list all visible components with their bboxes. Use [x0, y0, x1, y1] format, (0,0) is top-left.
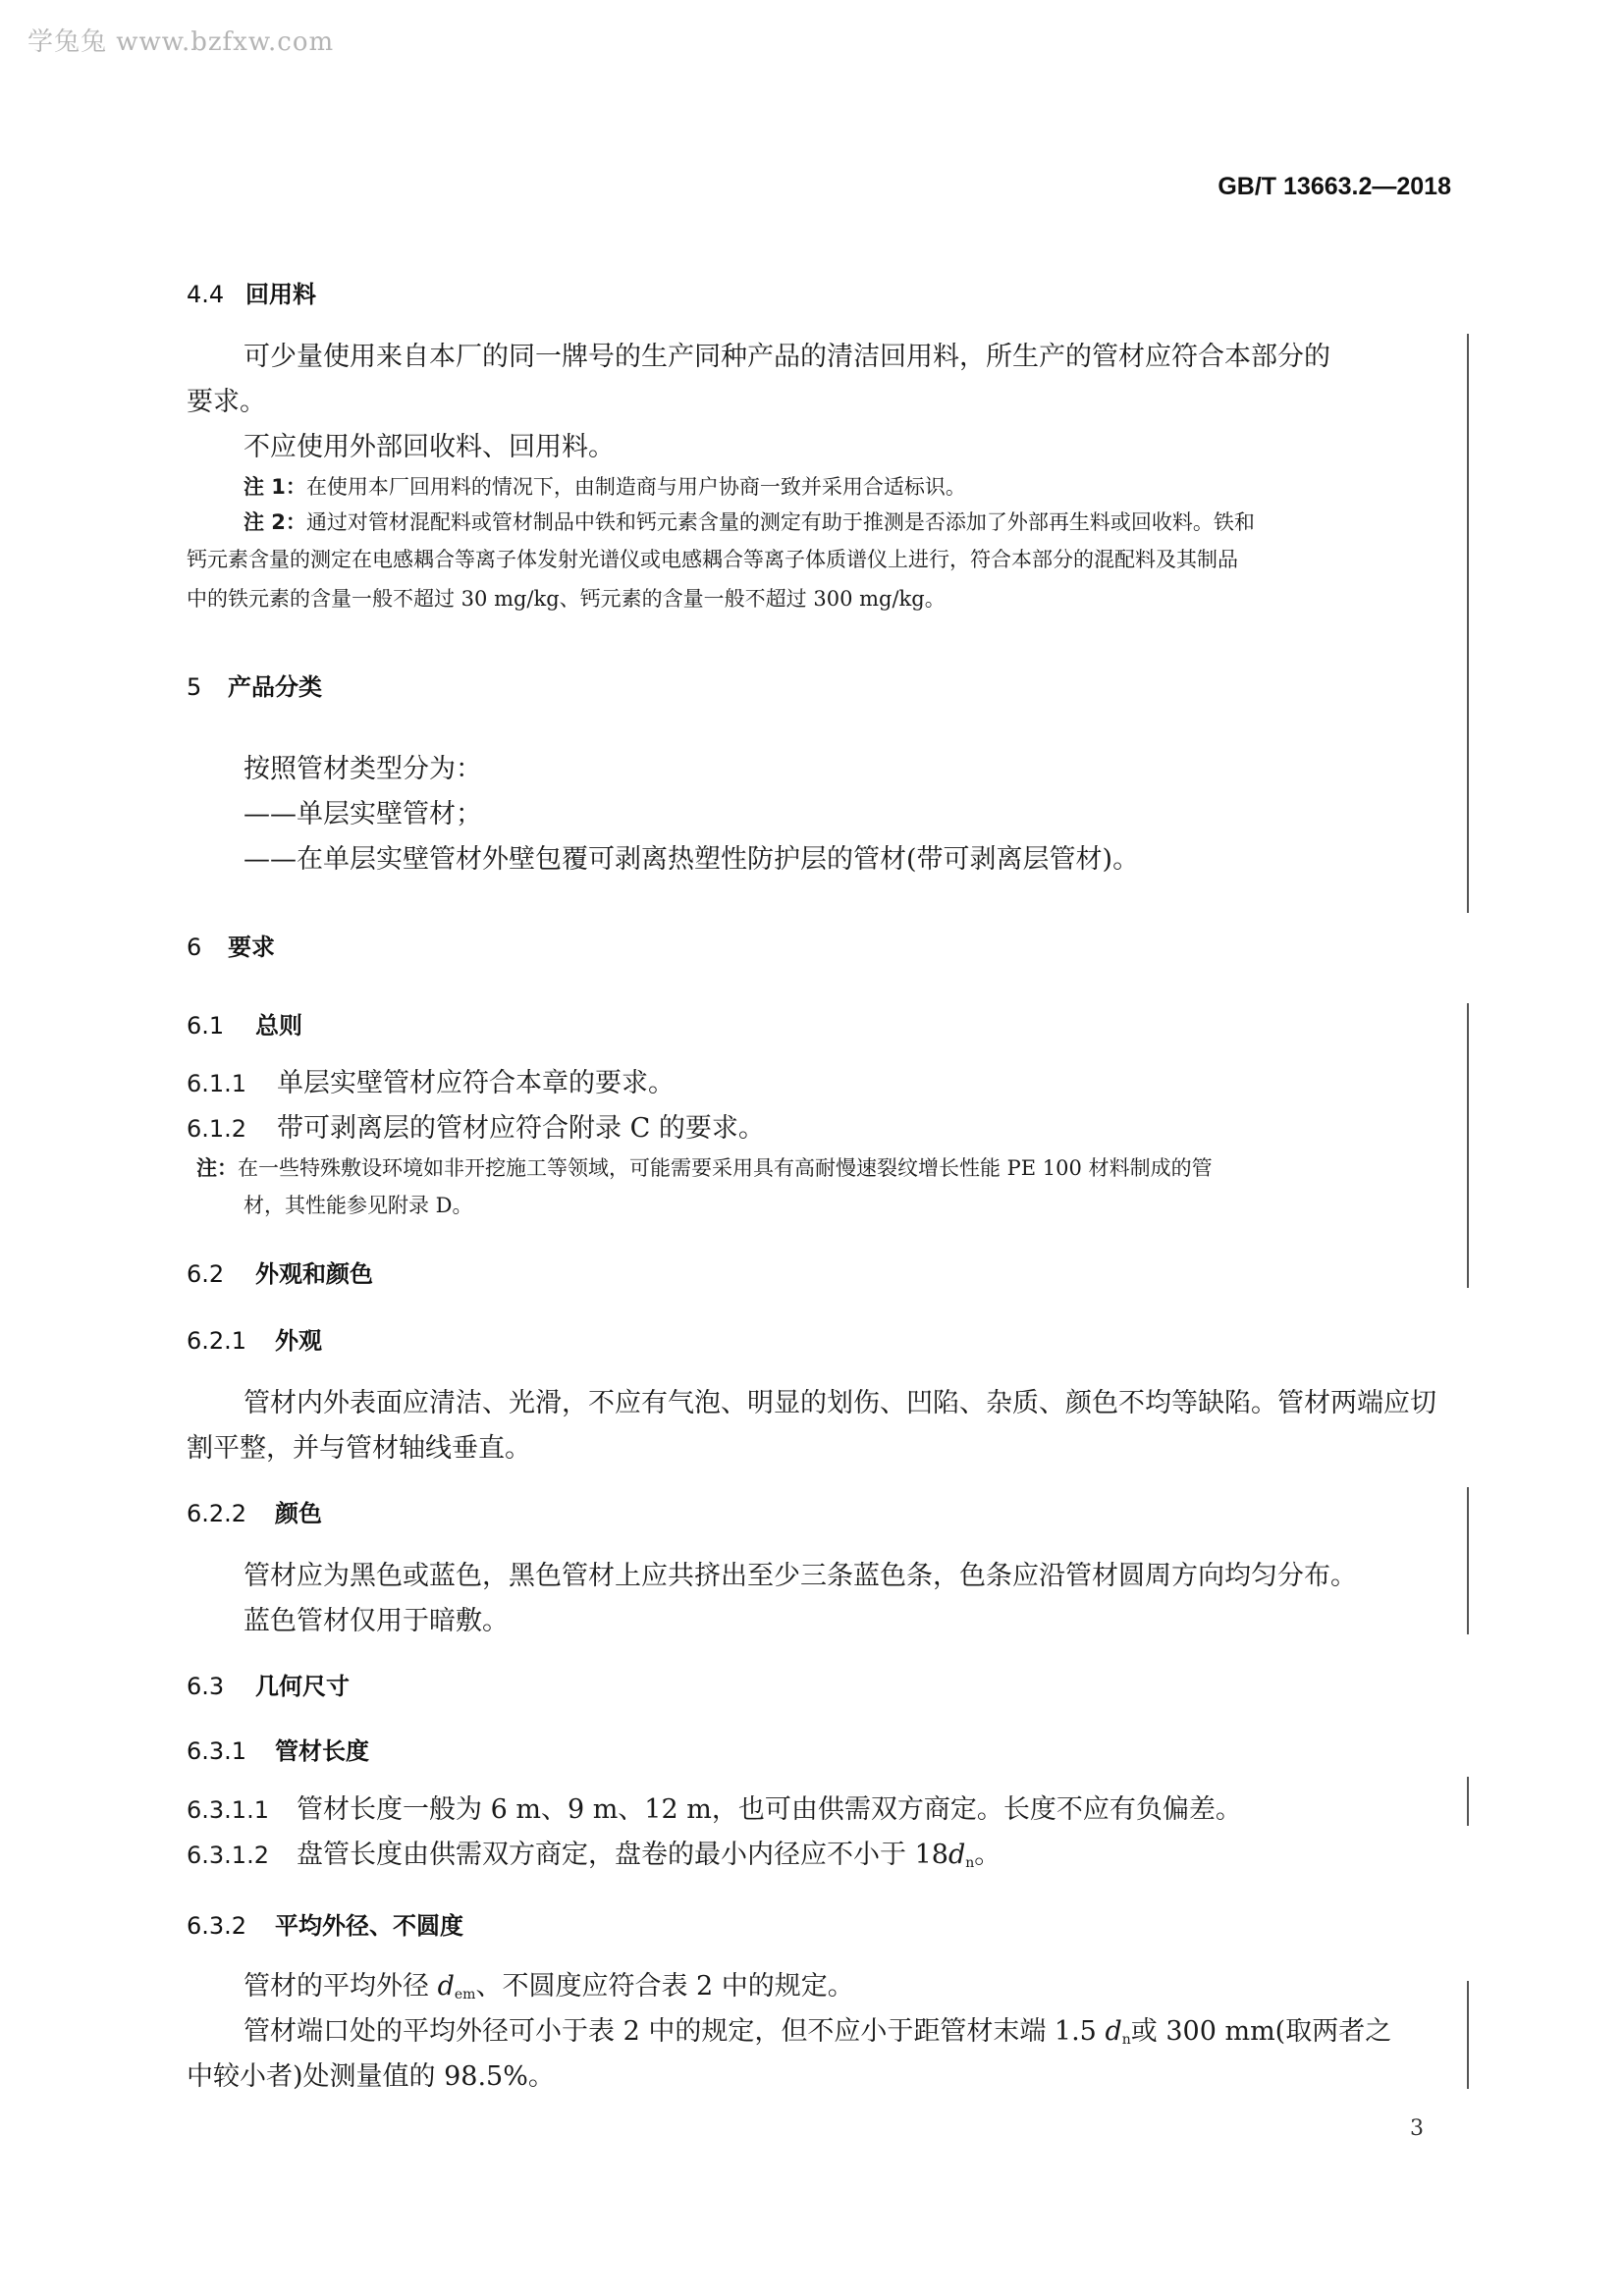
section-heading-6-3-1: [187, 1732, 369, 1766]
section-number: 5: [187, 673, 202, 701]
paragraph-line: 不应使用外部回收料、回用料。: [244, 432, 615, 462]
clause-number: 6.3.1.1: [187, 1796, 269, 1824]
page-number: 3: [1410, 2116, 1424, 2141]
note-label: 注 2：: [244, 510, 306, 534]
section-title: 外观: [275, 1327, 322, 1355]
subscript: n: [1121, 2032, 1131, 2048]
section-title: 几何尺寸: [255, 1673, 350, 1700]
section-heading-6: [187, 928, 275, 962]
subscript: em: [454, 1987, 476, 2002]
text: 管材的平均外径: [244, 1971, 438, 2002]
symbol: d: [947, 1840, 966, 1870]
note-label: 注 1：: [244, 475, 306, 499]
change-bar: [1467, 334, 1469, 913]
paragraph-line: 按照管材类型分为：: [244, 754, 482, 784]
clause-number: 6.1.1: [187, 1070, 247, 1097]
paragraph-line: 管材内外表面应清洁、光滑，不应有气泡、明显的划伤、凹陷、杂质、颜色不均等缺陷。管材两端应切: [244, 1388, 1436, 1418]
clause-6-1-2: [187, 1105, 765, 1152]
section-number: 6.2.2: [187, 1500, 247, 1527]
note-label: 注：: [196, 1156, 238, 1180]
section-number: 6.2: [187, 1260, 225, 1288]
section-heading-6-2-2: [187, 1494, 322, 1528]
list-item: ——在单层实壁管材外壁包覆可剥离热塑性防护层的管材(带可剥离层管材)。: [244, 844, 1140, 875]
section-title: 产品分类: [228, 673, 322, 701]
section-heading-6-1: [187, 1006, 302, 1041]
change-bar: [1467, 1003, 1469, 1288]
text: 、不圆度应符合表 2 中的规定。: [475, 1971, 854, 2002]
note: [196, 1148, 1213, 1188]
section-title: 回用料: [245, 281, 316, 308]
note-line: 材，其性能参见附录 D。: [244, 1194, 473, 1217]
note-line: 中的铁元素的含量一般不超过 30 mg/kg、钙元素的含量一般不超过 300 mg/kg。: [187, 587, 946, 611]
paragraph-line: 割平整，并与管材轴线垂直。: [187, 1433, 531, 1464]
change-bar: [1467, 1777, 1469, 1826]
section-number: 6: [187, 934, 202, 961]
note-text: 通过对管材混配料或管材制品中铁和钙元素含量的测定有助于推测是否添加了外部再生料或回收料。铁和: [305, 510, 1255, 534]
section-title: 外观和颜色: [255, 1260, 373, 1288]
clause-number: 6.1.2: [187, 1115, 247, 1143]
text: 管材端口处的平均外径可小于表 2 中的规定，但不应小于距管材末端 1.5: [244, 2016, 1106, 2047]
change-bar: [1467, 1487, 1469, 1634]
note-2: [244, 503, 1255, 542]
symbol: d: [437, 1971, 455, 2002]
clause-text: 带可剥离层的管材应符合附录 C 的要求。: [277, 1113, 765, 1144]
section-title: 颜色: [275, 1500, 322, 1527]
section-title: 总则: [255, 1012, 302, 1040]
clause-6-3-1-1: [187, 1787, 1242, 1834]
section-title: 要求: [228, 934, 275, 961]
section-number: 6.2.1: [187, 1327, 247, 1355]
section-title: 平均外径、不圆度: [275, 1912, 463, 1940]
note-1: [244, 467, 966, 507]
section-number: 6.3: [187, 1673, 225, 1700]
paragraph-line: 要求。: [187, 387, 266, 417]
clause-text-end: 。: [974, 1840, 1001, 1870]
list-item: ——单层实壁管材；: [244, 799, 482, 829]
section-number: 6.3.2: [187, 1912, 247, 1940]
text: 或 300 mm(取两者之: [1130, 2016, 1392, 2047]
paragraph-line: 中较小者)处测量值的 98.5%。: [187, 2061, 555, 2092]
section-heading-6-3-2: [187, 1906, 463, 1941]
section-heading-4-4: [187, 275, 316, 309]
section-title: 管材长度: [275, 1737, 369, 1765]
subscript: n: [965, 1855, 975, 1871]
note-text: 在使用本厂回用料的情况下，由制造商与用户协商一致并采用合适标识。: [305, 475, 966, 499]
section-heading-6-3: [187, 1667, 350, 1701]
note-text: 在一些特殊敷设环境如非开挖施工等领域，可能需要采用具有高耐慢速裂纹增长性能 PE 100 材料制成的管: [238, 1156, 1213, 1180]
change-bar: [1467, 1981, 1469, 2089]
section-heading-6-2: [187, 1255, 373, 1289]
section-heading-5: [187, 667, 322, 702]
symbol: d: [1105, 2016, 1122, 2047]
section-heading-6-2-1: [187, 1321, 322, 1356]
clause-6-1-1: [187, 1060, 675, 1107]
paragraph-line: 可少量使用来自本厂的同一牌号的生产同种产品的清洁回用料，所生产的管材应符合本部分的: [244, 342, 1330, 372]
clause-number: 6.3.1.2: [187, 1842, 269, 1869]
clause-6-3-1-2: [187, 1832, 1001, 1887]
clause-text: 单层实壁管材应符合本章的要求。: [277, 1068, 675, 1098]
section-number: 4.4: [187, 281, 225, 308]
section-number: 6.1: [187, 1012, 225, 1040]
paragraph-line: 蓝色管材仅用于暗敷。: [244, 1606, 509, 1636]
paragraph-line: 管材应为黑色或蓝色，黑色管材上应共挤出至少三条蓝色条，色条应沿管材圆周方向均匀分布。: [244, 1561, 1357, 1591]
section-number: 6.3.1: [187, 1737, 247, 1765]
clause-text: 管材长度一般为 6 m、9 m、12 m，也可由供需双方商定。长度不应有负偏差。: [297, 1794, 1242, 1825]
note-line: 钙元素含量的测定在电感耦合等离子体发射光谱仪或电感耦合等离子体质谱仪上进行，符合本部分的混配料及其制品: [187, 548, 1238, 571]
document-id: GB/T 13663.2—2018: [1218, 173, 1451, 200]
watermark: 学兔兔 www.bzfxw.com: [27, 27, 335, 57]
clause-text: 盘管长度由供需双方商定，盘卷的最小内径应不小于 18: [297, 1840, 948, 1870]
